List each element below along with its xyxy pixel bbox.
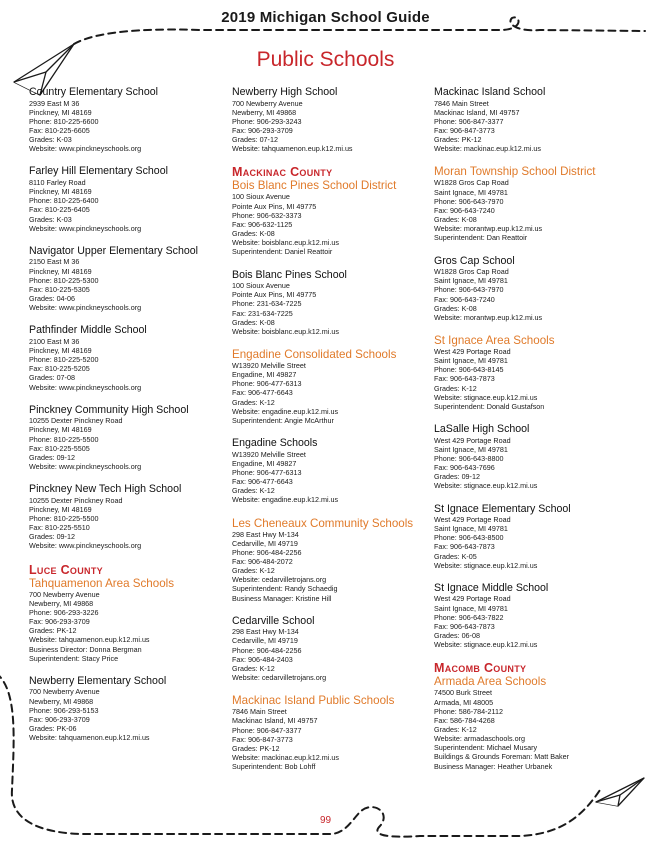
- school-detail-line: Grades: PK-06: [29, 724, 77, 733]
- school-detail-line: Grades: PK-12: [434, 135, 482, 145]
- school-name: Newberry High School: [232, 86, 338, 98]
- school-detail-line: Phone: 810-225-5500: [29, 434, 99, 444]
- school-detail-line: Buildings & Grounds Foreman: Matt Baker: [434, 752, 570, 762]
- school-entry: [434, 165, 630, 242]
- school-detail-line: Website: tahquamenon.eup.k12.mi.us: [29, 733, 150, 743]
- school-detail-line: Grades: K-08: [232, 229, 275, 239]
- school-detail-line: Superintendent: Angie McArthur: [232, 415, 334, 425]
- school-detail-line: Fax: 906-643-7240: [434, 205, 495, 215]
- school-name: Newberry Elementary School: [29, 674, 167, 687]
- school-entry: [232, 615, 428, 682]
- school-detail-line: W13920 Melville Street: [232, 449, 306, 459]
- county-heading: Mackinac County: [232, 165, 333, 180]
- school-entry: [434, 334, 630, 411]
- school-detail-line: Phone: 906-632-3373: [232, 210, 302, 220]
- school-detail-line: Business Manager: Kristine Hill: [232, 593, 332, 603]
- school-detail-line: West 429 Portage Road: [434, 515, 511, 524]
- school-detail-line: West 429 Portage Road: [434, 594, 511, 604]
- school-detail-line: Fax: 906-643-7873: [434, 621, 495, 631]
- school-name: Farley Hill Elementary School: [29, 165, 168, 178]
- school-entry: [29, 483, 225, 550]
- school-detail-line: Website: morantwp.eup.k12.mi.us: [434, 224, 543, 234]
- school-name: Mackinac Island School: [434, 86, 546, 98]
- school-detail-line: 700 Newberry Avenue: [232, 98, 303, 108]
- school-detail-line: Superintendent: Donald Gustafson: [434, 401, 545, 411]
- school-detail-line: Pinckney, MI 48169: [29, 504, 92, 514]
- school-detail-line: Website: stignace.eup.k12.mi.us: [434, 481, 538, 491]
- school-detail-line: 100 Sioux Avenue: [232, 192, 290, 202]
- school-detail-line: Fax: 906-293-3709: [29, 617, 90, 627]
- school-detail-line: Phone: 906-643-7822: [434, 612, 504, 622]
- school-detail-line: 74500 Burk Street: [434, 688, 492, 698]
- school-entry: [434, 423, 630, 490]
- school-detail-line: Fax: 810-225-5510: [29, 523, 90, 533]
- school-entry: [29, 404, 225, 471]
- school-entry: [434, 582, 630, 649]
- school-detail-line: Business Manager: Heather Urbanek: [434, 761, 553, 771]
- district-heading: Tahquamenon Area Schools: [29, 576, 175, 590]
- school-entry: [232, 517, 428, 603]
- school-detail-line: Website: www.pinckneyschools.org: [29, 541, 142, 551]
- school-detail-line: Phone: 906-643-8800: [434, 453, 504, 463]
- school-detail-line: Grades: 09-12: [29, 452, 75, 462]
- school-detail-line: Phone: 810-225-5500: [29, 514, 99, 523]
- school-detail-line: 2150 East M 36: [29, 257, 80, 267]
- school-detail-line: Saint Ignace, MI 49781: [434, 187, 508, 197]
- school-detail-line: West 429 Portage Road: [434, 435, 511, 445]
- school-detail-line: Fax: 906-293-3709: [29, 714, 90, 724]
- school-detail-line: Grades: PK-12: [232, 743, 280, 753]
- county-heading: Macomb County: [434, 661, 527, 676]
- school-detail-line: Phone: 906-293-3243: [232, 116, 302, 126]
- district-heading: Moran Township School District: [434, 165, 596, 179]
- school-name: Gros Cap School: [434, 254, 515, 267]
- school-detail-line: 700 Newberry Avenue: [29, 687, 100, 697]
- school-detail-line: 298 East Hwy M-134: [232, 627, 299, 637]
- school-detail-line: Website: www.pinckneyschools.org: [29, 144, 142, 154]
- school-detail-line: Phone: 810-225-6400: [29, 196, 99, 206]
- school-detail-line: Phone: 906-847-3377: [232, 725, 302, 735]
- school-entry: [434, 86, 630, 153]
- school-name: Engadine Schools: [232, 437, 318, 450]
- school-detail-line: 100 Sioux Avenue: [232, 281, 290, 291]
- school-detail-line: Grades: 06-08: [434, 631, 480, 641]
- school-detail-line: Website: stignace.eup.k12.mi.us: [434, 560, 538, 570]
- school-detail-line: Fax: 906-847-3773: [232, 734, 293, 744]
- school-detail-line: Website: www.pinckneyschools.org: [29, 382, 142, 392]
- school-detail-line: 2939 East M 36: [29, 98, 80, 108]
- school-name: Cedarville School: [232, 614, 315, 627]
- school-detail-line: Website: www.pinckneyschools.org: [29, 303, 142, 313]
- school-detail-line: Grades: K-12: [232, 397, 275, 407]
- school-detail-line: Grades: 09-12: [434, 472, 480, 482]
- school-detail-line: Fax: 810-225-5305: [29, 284, 90, 294]
- school-detail-line: Fax: 906-643-7873: [434, 374, 495, 384]
- school-detail-line: Pinckney, MI 48169: [29, 425, 92, 435]
- school-name: LaSalle High School: [434, 423, 530, 436]
- school-detail-line: Mackinac Island, MI 49757: [232, 716, 318, 726]
- school-detail-line: Website: stignace.eup.k12.mi.us: [434, 392, 538, 402]
- school-detail-line: Superintendent: Randy Schaedig: [232, 584, 338, 594]
- school-detail-line: Grades: K-08: [232, 317, 275, 327]
- school-detail-line: Pinckney, MI 48169: [29, 107, 92, 117]
- school-detail-line: Engadine, MI 49827: [232, 458, 297, 468]
- school-name: Pinckney Community High School: [29, 403, 189, 416]
- school-detail-line: Fax: 906-847-3773: [434, 125, 495, 135]
- school-detail-line: Saint Ignace, MI 49781: [434, 356, 508, 366]
- school-detail-line: Phone: 906-847-3377: [434, 116, 504, 126]
- school-detail-line: Grades: 04-06: [29, 294, 75, 303]
- school-detail-line: Fax: 906-632-1125: [232, 219, 293, 229]
- school-detail-line: Fax: 906-484-2403: [232, 654, 293, 664]
- school-detail-line: Saint Ignace, MI 49781: [434, 603, 508, 613]
- school-detail-line: 10255 Dexter Pinckney Road: [29, 495, 123, 505]
- school-detail-line: Grades: K-12: [232, 486, 275, 496]
- school-detail-line: Website: engadine.eup.k12.mi.us: [232, 495, 339, 505]
- school-detail-line: Mackinac Island, MI 49757: [434, 107, 520, 117]
- school-detail-line: Phone: 906-484-2256: [232, 645, 302, 655]
- school-name: Pinckney New Tech High School: [29, 483, 182, 496]
- district-heading: Mackinac Island Public Schools: [232, 694, 395, 708]
- school-detail-line: Fax: 231-634-7225: [232, 308, 293, 318]
- school-detail-line: Website: cedarvilletrojans.org: [232, 673, 327, 683]
- school-detail-line: Phone: 906-643-7970: [434, 285, 504, 295]
- school-detail-line: Website: engadine.eup.k12.mi.us: [232, 406, 339, 416]
- school-entry: [29, 165, 225, 232]
- school-detail-line: Grades: 07-12: [232, 135, 278, 145]
- school-detail-line: Website: www.pinckneyschools.org: [29, 223, 142, 233]
- school-detail-line: 298 East Hwy M-134: [232, 529, 299, 539]
- school-detail-line: Grades: K-05: [434, 551, 477, 561]
- school-entry: [29, 86, 225, 153]
- school-entry: [434, 661, 630, 770]
- school-detail-line: Fax: 906-477-6643: [232, 477, 293, 487]
- school-detail-line: Website: boisblanc.eup.k12.mi.us: [232, 238, 339, 248]
- school-detail-line: W13920 Melville Street: [232, 360, 306, 370]
- school-detail-line: Phone: 810-225-6600: [29, 116, 99, 126]
- school-detail-line: Pinckney, MI 48169: [29, 345, 92, 355]
- district-heading: Les Cheneaux Community Schools: [232, 516, 414, 530]
- school-entry: [29, 563, 225, 663]
- school-detail-line: Newberry, MI 49868: [29, 598, 94, 608]
- school-detail-line: Website: tahquamenon.eup.k12.mi.us: [29, 635, 150, 645]
- directory-column-2: [232, 86, 428, 783]
- school-detail-line: Fax: 906-293-3709: [232, 125, 293, 135]
- school-detail-line: 8110 Farley Road: [29, 177, 86, 187]
- school-detail-line: Phone: 906-293-5153: [29, 705, 99, 715]
- school-name: St Ignace Elementary School: [434, 502, 571, 515]
- school-detail-line: Cedarville, MI 49719: [232, 636, 298, 646]
- school-detail-line: 10255 Dexter Pinckney Road: [29, 416, 123, 426]
- district-heading: St Ignace Area Schools: [434, 333, 555, 347]
- school-entry: [232, 348, 428, 425]
- school-detail-line: Website: mackinac.eup.k12.mi.us: [232, 752, 339, 762]
- school-detail-line: Fax: 906-643-7696: [434, 463, 495, 473]
- school-detail-line: Superintendent: Stacy Price: [29, 653, 119, 663]
- school-detail-line: Saint Ignace, MI 49781: [434, 524, 508, 534]
- school-detail-line: Armada, MI 48005: [434, 697, 494, 707]
- school-detail-line: Website: mackinac.eup.k12.mi.us: [434, 144, 541, 154]
- school-detail-line: Phone: 231-634-7225: [232, 299, 302, 309]
- school-name: St Ignace Middle School: [434, 581, 549, 594]
- school-detail-line: Website: www.pinckneyschools.org: [29, 462, 142, 472]
- school-detail-line: West 429 Portage Road: [434, 346, 511, 356]
- school-detail-line: Fax: 810-225-5505: [29, 443, 90, 453]
- school-detail-line: W1828 Gros Cap Road: [434, 267, 509, 277]
- school-detail-line: Pointe Aux Pins, MI 49775: [232, 201, 317, 211]
- school-detail-line: Phone: 906-477-6313: [232, 379, 302, 389]
- district-heading: Engadine Consolidated Schools: [232, 347, 397, 361]
- school-detail-line: Saint Ignace, MI 49781: [434, 444, 508, 454]
- page-number: 99: [319, 815, 332, 826]
- school-detail-line: 7846 Main Street: [434, 98, 489, 108]
- school-detail-line: Fax: 906-477-6643: [232, 388, 293, 398]
- school-detail-line: Phone: 906-643-8145: [434, 365, 504, 375]
- school-detail-line: Newberry, MI 49868: [29, 696, 94, 706]
- school-detail-line: Grades: K-08: [434, 215, 477, 225]
- school-entry: [434, 255, 630, 322]
- school-detail-line: Fax: 906-484-2072: [232, 556, 293, 566]
- school-entry: [232, 269, 428, 336]
- school-detail-line: Superintendent: Bob Lohff: [232, 762, 316, 772]
- school-detail-line: Pointe Aux Pins, MI 49775: [232, 290, 317, 300]
- school-detail-line: Pinckney, MI 48169: [29, 187, 92, 197]
- page-heading: Public Schools: [256, 48, 395, 71]
- school-entry: [29, 675, 225, 742]
- school-detail-line: 7846 Main Street: [232, 707, 287, 717]
- school-detail-line: Grades: PK-12: [29, 626, 77, 636]
- school-detail-line: Grades: K-12: [434, 725, 477, 734]
- school-detail-line: Grades: 07-08: [29, 373, 75, 383]
- school-detail-line: Website: armadaschools.org: [434, 734, 525, 744]
- school-name: Pathfinder Middle School: [29, 324, 147, 337]
- school-detail-line: Phone: 906-643-7970: [434, 196, 504, 206]
- school-detail-line: 2100 East M 36: [29, 336, 80, 346]
- school-detail-line: Grades: K-03: [29, 135, 72, 145]
- school-detail-line: Grades: K-08: [434, 303, 477, 313]
- school-detail-line: Newberry, MI 49868: [232, 107, 297, 117]
- school-detail-line: Phone: 810-225-5300: [29, 275, 99, 285]
- school-detail-line: Website: boisblanc.eup.k12.mi.us: [232, 326, 339, 336]
- school-detail-line: Website: tahquamenon.eup.k12.mi.us: [232, 144, 353, 154]
- school-detail-line: Website: morantwp.eup.k12.mi.us: [434, 312, 543, 322]
- school-entry: [434, 503, 630, 570]
- directory-column-3: [434, 86, 630, 783]
- school-detail-line: Grades: K-12: [232, 566, 275, 576]
- school-entry: [29, 324, 225, 391]
- school-detail-line: Superintendent: Daniel Reattoir: [232, 247, 333, 257]
- county-heading: Luce County: [29, 562, 103, 577]
- school-detail-line: Phone: 810-225-5200: [29, 355, 99, 365]
- guide-title: 2019 Michigan School Guide: [221, 9, 430, 26]
- school-detail-line: Pinckney, MI 48169: [29, 266, 92, 276]
- district-heading: Bois Blanc Pines School District: [232, 179, 397, 193]
- school-detail-line: Saint Ignace, MI 49781: [434, 276, 508, 286]
- school-name: Country Elementary School: [29, 86, 158, 98]
- school-detail-line: 700 Newberry Avenue: [29, 589, 100, 599]
- district-heading: Armada Area Schools: [434, 675, 547, 689]
- school-entry: [29, 245, 225, 312]
- school-detail-line: Business Director: Donna Bergman: [29, 644, 142, 654]
- school-detail-line: Grades: K-12: [434, 383, 477, 393]
- school-detail-line: Grades: 09-12: [29, 532, 75, 542]
- school-entry: [232, 86, 428, 153]
- school-detail-line: Phone: 906-643-8500: [434, 533, 504, 543]
- school-detail-line: Phone: 906-477-6313: [232, 467, 302, 477]
- school-detail-line: Fax: 810-225-6605: [29, 125, 90, 135]
- school-detail-line: Fax: 906-643-7240: [434, 294, 495, 304]
- school-detail-line: Engadine, MI 49827: [232, 370, 297, 380]
- school-detail-line: Fax: 810-225-6405: [29, 205, 90, 215]
- school-entry: [232, 694, 428, 771]
- school-detail-line: Website: cedarvilletrojans.org: [232, 575, 327, 585]
- school-detail-line: Website: stignace.eup.k12.mi.us: [434, 640, 538, 650]
- school-detail-line: W1828 Gros Cap Road: [434, 178, 509, 188]
- school-detail-line: Fax: 906-643-7873: [434, 542, 495, 552]
- school-detail-line: Superintendent: Dan Reattoir: [434, 233, 528, 243]
- school-name: Navigator Upper Elementary School: [29, 244, 198, 257]
- school-name: Bois Blanc Pines School: [232, 268, 347, 281]
- school-detail-line: Grades: K-12: [232, 663, 275, 673]
- school-detail-line: Fax: 810-225-5205: [29, 364, 90, 374]
- school-detail-line: Grades: K-03: [29, 214, 72, 224]
- school-detail-line: Phone: 586-784-2112: [434, 706, 504, 716]
- school-entry: [232, 437, 428, 504]
- school-entry: [232, 165, 428, 256]
- school-detail-line: Fax: 586-784-4268: [434, 715, 495, 725]
- school-detail-line: Phone: 906-484-2256: [232, 547, 302, 557]
- directory-column-1: [29, 86, 225, 754]
- school-detail-line: Cedarville, MI 49719: [232, 538, 298, 548]
- school-detail-line: Phone: 906-293-3226: [29, 607, 99, 617]
- school-detail-line: Superintendent: Michael Musary: [434, 743, 538, 753]
